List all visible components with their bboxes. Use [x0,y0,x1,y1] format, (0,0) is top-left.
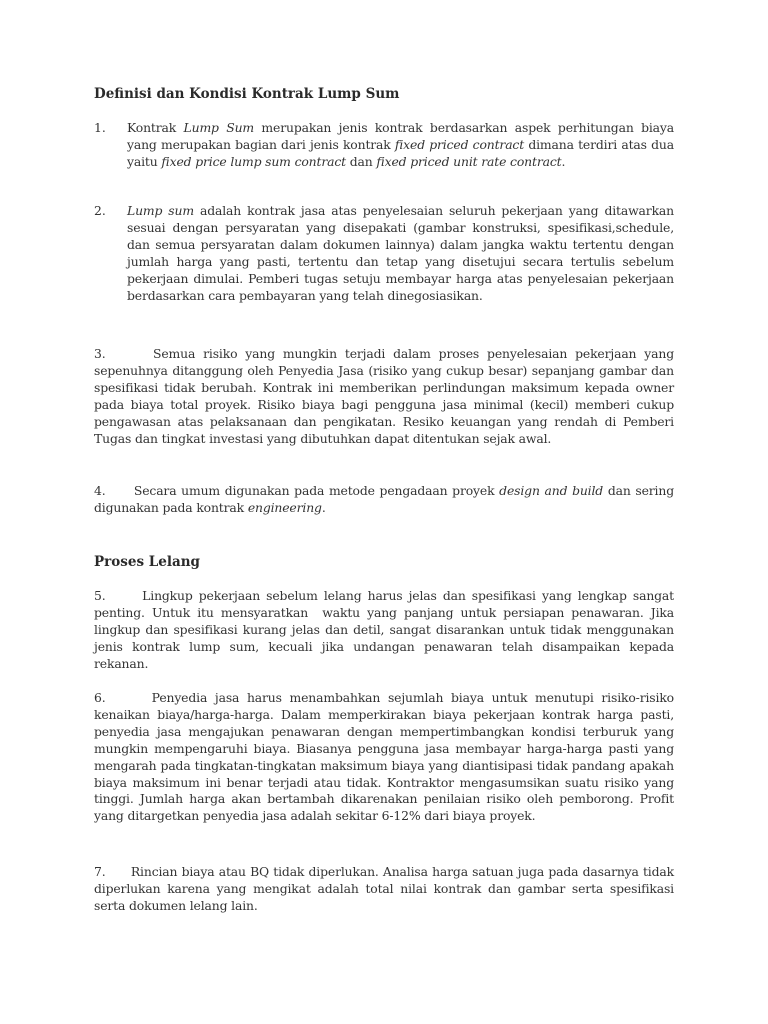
list-item-2 [94,203,674,304]
list-item-text: Kontrak Lump Sum merupakan jenis kontrak berdasarkan aspek perhitungan biaya yang merupakan bagian dari jenis kontrak fixed priced contract dimana terdiri atas dua yaitu fixed price lump sum contract dan fixed priced unit rate contract. [127,120,674,169]
paragraph-6: 6. Penyedia jasa harus menambahkan sejumlah biaya untuk menutupi risiko-risiko kenaikan biaya/harga-harga. Dalam memperkirakan biaya pekerjaan kontrak harga pasti, penyedia jasa mengajukan penawaran dengan mempertimbangkan kondisi terburuk yang mungkin mempengaruhi biaya. Biasanya pengguna jasa membayar harga-harga pasti yang mengarah pada tingkatan-tingkatan maksimum biaya yang diantisipasi tidak pandang apakah biaya maksimum ini benar terjadi atau tidak. Kontraktor mengasumsikan suatu risiko yang tinggi. Jumlah harga akan bertambah dikarenakan penilaian risiko oleh pemborong. Profit yang ditargetkan penyedia jasa adalah sekitar 6-12% dari biaya proyek. [94,690,678,824]
list-number: 2. [94,203,106,218]
list-item-text: Lump sum adalah kontrak jasa atas penyelesaian seluruh pekerjaan yang ditawarkan sesuai dengan persyaratan yang disepakati (gambar konstruksi, spesifikasi,schedule, dan semua persyaratan dalam dokumen lainnya) dalam jangka waktu tertentu dengan jumlah harga yang pasti, tertentu dan tetap yang disetujui secara tertulis sebelum pekerjaan dimulai. Pemberi tugas setuju membayar harga atas penyelesaian pekerjaan berdasarkan cara pembayaran yang telah dinegosiasikan. [127,203,674,303]
paragraph-3: 3. Semua risiko yang mungkin terjadi dalam proses penyelesaian pekerjaan yang sepenuhnya ditanggung oleh Penyedia Jasa (risiko yang cukup besar) sepanjang gambar dan spesifikasi tidak berubah. Kontrak ini memberikan perlindungan maksimum kepada owner pada biaya total proyek. Risiko biaya bagi pengguna jasa minimal (kecil) memberi cukup pengawasan atas pelaksanaan dan pengikatan. Resiko keuangan yang rendah di Pemberi Tugas dan tingkat investasi yang dibutuhkan dapat ditentukan sejak awal. [94,346,678,446]
paragraph-4: 4. Secara umum digunakan pada metode pengadaan proyek design and build dan sering digunakan pada kontrak engineering. [94,483,678,515]
section-title-definisi: Definisi dan Kondisi Kontrak Lump Sum [94,86,400,102]
paragraph-7: 7. Rincian biaya atau BQ tidak diperlukan. Analisa harga satuan juga pada dasarnya tidak diperlukan karena yang mengikat adalah total nilai kontrak dan gambar serta spesifikasi serta dokumen lelang lain. [94,864,678,913]
section-title-proses-lelang: Proses Lelang [94,554,200,570]
paragraph-5: 5. Lingkup pekerjaan sebelum lelang harus jelas dan spesifikasi yang lengkap sangat penting. Untuk itu mensyaratkan waktu yang panjang untuk persiapan penawaran. Jika lingkup dan spesifikasi kurang jelas dan detil, sangat disarankan untuk tidak menggunakan jenis kontrak lump sum, kecuali jika undangan penawaran telah disampaikan kepada rekanan. [94,588,678,671]
list-number: 1. [94,120,106,135]
list-item-1 [94,120,674,171]
